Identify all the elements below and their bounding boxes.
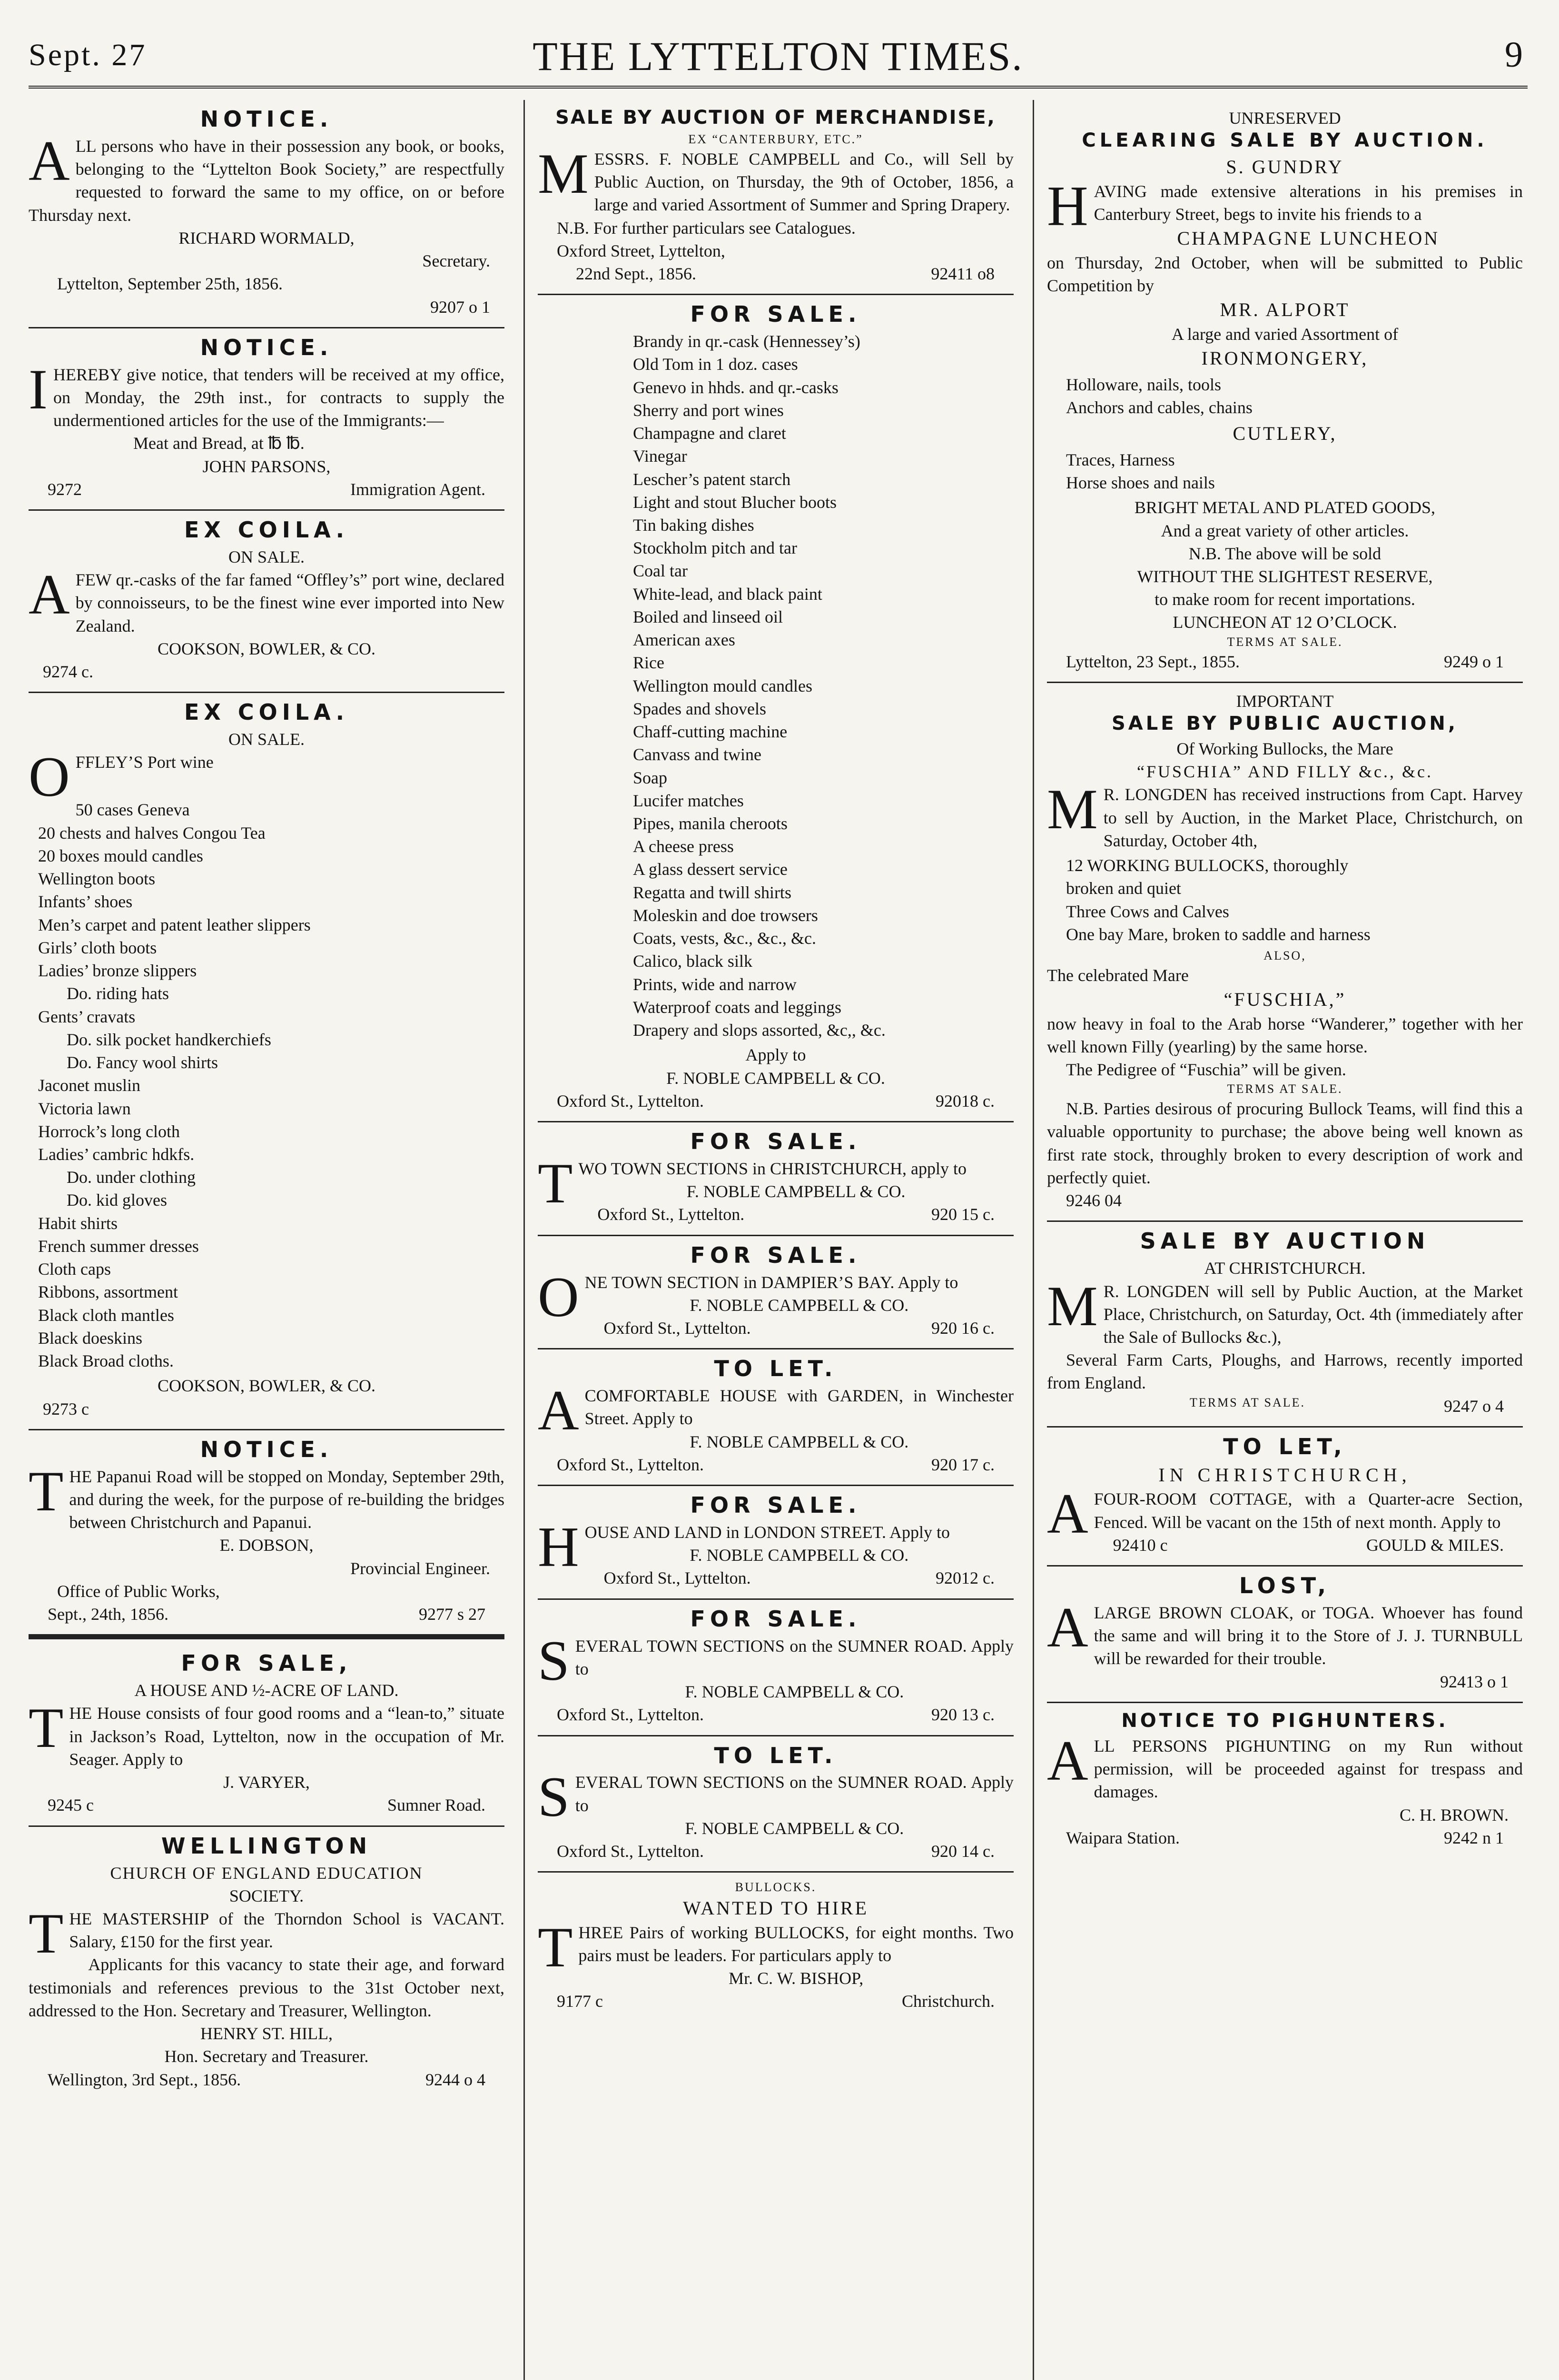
ad-ref: 9249 o 1 [1444,652,1504,671]
list-item: A cheese press [633,837,734,856]
column-right [1047,100,1523,2380]
ad-heading: NOTICE. [200,1436,333,1462]
ad-body: TWO TOWN SECTIONS in CHRISTCHURCH, apply to [538,1151,967,1215]
list-item: Do. silk pocket handkerchiefs [67,1030,271,1049]
ad-ref: 9272 [48,479,82,499]
ad-heading: EX COILA. [184,699,349,725]
ad-ref: 9274 c. [43,662,93,682]
ad-footer-row [578,1203,1014,1226]
list-item: Calico, black silk [633,952,752,971]
list-item: Prints, wide and narrow [633,974,797,994]
ad-signature: RICHARD WORMALD, [178,228,355,248]
list-item: One bay Mare, broken to saddle and harness [1066,924,1371,944]
ad-heading: SALE BY AUCTION [1140,1228,1430,1254]
ad-heading: FOR SALE. [690,1492,861,1518]
masthead [29,29,1528,89]
ad-terms: TERMS AT SALE. [1190,1395,1306,1409]
ad-body: ALL PERSONS PIGHUNTING on my Run without permission, will be proceeded against for trespass and damages. [1047,1728,1523,1802]
ad-heading: WANTED TO HIRE [682,1897,869,1919]
ad-two-town-sections [538,1122,1014,1236]
ad-ref: 920 15 c. [931,1205,995,1224]
list-item: A glass dessert service [633,860,788,879]
ad-pighunters [1047,1703,1523,1858]
ad-ref: 9247 o 4 [1444,1396,1504,1416]
ad-heading: WELLINGTON [161,1833,372,1859]
ad-footer-row [29,1794,504,1816]
ad-for-sale-goods [538,295,1014,1122]
ad-sumner-sections-sale [538,1600,1014,1736]
ad-footer-row [538,1703,1014,1726]
ad-notice-tenders [29,328,504,511]
ad-heading: SALE BY AUCTION OF MERCHANDISE, [555,107,996,129]
ad-footer-row [538,1990,1014,2013]
ad-office: Office of Public Works, [57,1581,220,1601]
ad-signature: COOKSON, BOWLER, & CO. [157,639,375,658]
ad-ref: 92012 c. [936,1568,995,1588]
ad-for-sale-house [29,1644,504,1826]
ad-address: Oxford St., Lyttelton. [603,1319,751,1338]
ad-place: Sumner Road. [387,1795,485,1815]
ad-body: THE Papanui Road will be stopped on Monday, September 29th, and during the week, for the purpose of re-building the bridges between Christchurch and Papanui. [29,1459,504,1532]
ad-ref: 9177 c [557,1992,603,2011]
ad-kicker: UNRESERVED [1229,109,1341,128]
ad-signature: COOKSON, BOWLER, & CO. [157,1376,375,1396]
list-item: 20 boxes mould candles [38,846,203,865]
ad-variety: And a great variety of other articles. [1161,521,1409,540]
ad-ref: 9245 c [48,1795,94,1815]
ad-heading: FOR SALE. [690,1242,861,1268]
ad-ref: 9242 n 1 [1444,1828,1504,1847]
ad-body: HAVING made extensive alterations in his premises in Canterbury Street, begs to invite his friends to a [1047,174,1523,238]
ad-subheading: ON SALE. [228,730,305,749]
ad-bright-goods: BRIGHT METAL AND PLATED GOODS, [1134,498,1436,517]
list-item: Ribbons, assortment [38,1282,178,1302]
list-item: Men’s carpet and patent leather slippers [38,915,311,934]
list-item: Drapery and slops assorted, &c,, &c. [633,1021,886,1040]
list-item: Gents’ cravats [38,1007,136,1026]
list-item: 50 cases Geneva [75,800,190,820]
ad-body: SEVERAL TOWN SECTIONS on the SUMNER ROAD. Apply to [538,1628,1014,1692]
list-item: Girls’ cloth boots [38,938,157,957]
list-item: Chaff-cutting machine [633,722,788,742]
ad-place: Waipara Station. [1066,1828,1180,1847]
ad-terms: TERMS AT SALE. [1227,1082,1343,1096]
ad-heading: CLEARING SALE BY AUCTION. [1082,129,1488,152]
ad-reserve: WITHOUT THE SLIGHTEST RESERVE, [1137,567,1433,586]
ad-heading: TO LET. [714,1356,838,1382]
list-item: Cloth caps [38,1259,111,1279]
ad-ref: 92018 c. [936,1091,995,1111]
ad-footer-row [29,1603,504,1626]
ad-signature: J. VARYER, [223,1773,310,1792]
ad-public-auction [1047,683,1523,1222]
list-item: Traces, Harness [1066,450,1175,469]
ad-item: Meat and Bread, at ℔ ℔. [133,434,305,453]
ad-body: ALARGE BROWN CLOAK, or TOGA. Whoever has found the same and will bring it to the Store of J. J. TURNBULL will be rewarded for their trouble. [1047,1596,1523,1668]
page-number: 9 [1505,35,1523,75]
ad-body: ACOMFORTABLE HOUSE with GARDEN, in Winchester Street. Apply to [538,1378,1014,1442]
ad-body-2: on Thursday, 2nd October, when will be submitted to Public Competition by [1047,253,1523,296]
ad-merchant: S. GUNDRY [1226,156,1344,178]
list-item: Do. kid gloves [67,1190,167,1210]
ad-ref: 9277 s 27 [418,1605,485,1624]
ad-ref: 92410 c [1113,1535,1168,1555]
list-item: Do. under clothing [67,1168,196,1187]
ad-house-and-land [538,1486,1014,1600]
ad-body: ONE TOWN SECTION in DAMPIER’S BAY. Apply to [538,1265,958,1329]
ad-footer-row [538,1453,1014,1476]
ad-subheading-2: “FUSCHIA” AND FILLY &c., &c. [1136,762,1433,782]
list-item: Regatta and twill shirts [633,883,791,902]
ad-footer-row [538,1840,1014,1863]
ad-sumner-sections-let [538,1736,1014,1873]
ad-footer-row [538,262,1014,285]
list-item: French summer dresses [38,1236,199,1256]
list-item: Black cloth mantles [38,1305,174,1325]
column-left [29,100,504,2380]
ad-ref: 92413 o 1 [1440,1672,1509,1691]
newspaper-title: THE LYTTELTON TIMES. [533,33,1024,79]
ad-heading: LOST, [1239,1573,1331,1599]
list-item: Coal tar [633,561,688,581]
ad-kicker: BULLOCKS. [735,1880,817,1894]
list-item: Moleskin and doe trowsers [633,905,818,925]
list-item: Tin baking dishes [633,515,754,535]
ad-luncheon: LUNCHEON AT 12 O’CLOCK. [1173,613,1397,632]
ad-heading: FOR SALE. [690,301,861,327]
list-item: Horrock’s long cloth [38,1121,180,1141]
list-item: Jaconet muslin [38,1076,140,1095]
ad-lost-cloak [1047,1567,1523,1703]
ad-body: SEVERAL TOWN SECTIONS on the SUMNER ROAD. Apply to [538,1765,1014,1829]
ad-body: AFOUR-ROOM COTTAGE, with a Quarter-acre Section, Fenced. Will be vacant on the 15th of next month. Apply to [1047,1482,1523,1546]
list-item: Lescher’s patent starch [633,469,791,489]
list-item: Light and stout Blucher boots [633,492,837,512]
list-item: Coats, vests, &c., &c., &c. [633,929,816,948]
ad-heading: EX COILA. [184,517,349,543]
list-item: Brandy in qr.-cask (Hennessey’s) [633,332,860,351]
list-item: Black Broad cloths. [38,1351,174,1371]
list-item: Do. riding hats [67,984,169,1003]
list-item: Victoria lawn [38,1099,131,1118]
ad-subheading: ON SALE. [228,547,305,566]
ad-bullocks-wanted [538,1873,1014,2021]
ad-nb: N.B. For further particulars see Catalogues. [557,218,856,238]
ad-dateline: Wellington, 3rd Sept., 1856. [48,2070,241,2089]
ad-nb: N.B. The above will be sold [1188,544,1381,563]
list-item: Do. Fancy wool shirts [67,1053,218,1072]
ad-cottage-to-let [1047,1428,1523,1567]
ad-ex-coila-port [29,511,504,693]
ad-pedigree: The Pedigree of “Fuschia” will be given. [1066,1060,1346,1080]
ad-notice-papanui-road [29,1430,504,1636]
ad-heading: TO LET, [1223,1433,1347,1459]
list-item: Wellington boots [38,869,156,889]
ad-heading: NOTICE TO PIGHUNTERS. [1121,1709,1449,1732]
list-item: American axes [633,630,735,650]
ad-body: IHEREBY give notice, that tenders will be received at my office, on Monday, the 29th inst., for contracts to supply the undermentioned articles for the use of the Immigrants:— [29,357,504,430]
ad-signature: C. H. BROWN. [1399,1805,1509,1825]
ad-signature: F. NOBLE CAMPBELL & CO. [685,1682,904,1702]
list-item: Horse shoes and nails [1066,473,1215,493]
ad-heading: TO LET. [714,1742,838,1768]
ad-dateline: Lyttelton, 23 Sept., 1855. [1066,652,1240,671]
ad-ref: 9246 04 [1066,1191,1122,1210]
ad-body: MR. LONGDEN will sell by Public Auction, at the Market Place, Christchurch, on Saturday, Oct. 4th (immediately after the Sale of Bullocks &c.), [1047,1274,1523,1347]
ad-address: Oxford St., Lyttelton. [557,1705,704,1725]
ad-mare-name: “FUSCHIA,” [1224,989,1346,1011]
ad-subheading: EX “CANTERBURY, ETC.” [688,132,863,146]
list-item: Holloware, nails, tools [1066,375,1221,394]
ad-room: to make room for recent importations. [1154,590,1415,609]
ad-clearing-sale [1047,100,1523,683]
ad-ex-coila-goods [29,693,504,1430]
ad-dateline: Lyttelton, September 25th, 1856. [57,274,283,294]
list-item: Soap [633,768,667,787]
ad-celebrated: The celebrated Mare [1047,965,1189,985]
list-item: Sherry and port wines [633,400,784,420]
list-item: Canvass and twine [633,745,761,764]
ad-nb: N.B. Parties desirous of procuring Bullock Teams, will find this a valuable opportunity to purchase; the above being well known as first rate stock, throughly broken to every description of work and perfectly quiet. [1047,1099,1523,1187]
ad-lead: OFFLEY’S Port wine [29,745,214,809]
ad-heading: SALE BY PUBLIC AUCTION, [1111,712,1459,734]
ad-signature: F. NOBLE CAMPBELL & CO. [685,1818,904,1838]
list-item: broken and quiet [1066,879,1181,898]
list-item: Wellington mould candles [633,676,813,695]
ad-signature: Mr. C. W. BISHOP, [729,1969,864,1988]
ad-signature: HENRY ST. HILL, [200,2024,333,2043]
list-item: 20 chests and halves Congou Tea [38,823,266,843]
list-item: Black doeskins [38,1328,142,1348]
ad-subheading: SOCIETY. [229,1886,304,1905]
ad-body-2: Several Farm Carts, Ploughs, and Harrows, recently imported from England. [1047,1350,1523,1393]
ad-body: THE MASTERSHIP of the Thorndon School is VACANT. Salary, £150 for the first year. [29,1902,504,1965]
ad-footer-row [1047,650,1523,673]
column-rule [523,100,525,2380]
ad-address: Oxford Street, Lyttelton, [557,241,725,260]
ad-dateline: 22nd Sept., 1856. [576,264,697,283]
ad-signature-title: Immigration Agent. [350,479,485,499]
ad-body: MR. LONGDEN has received instructions from Capt. Harvey to sell by Auction, in the Market Place, Christchurch, on Saturday, October 4th, [1047,777,1523,850]
list-item: Rice [633,653,664,673]
ad-body: AFEW qr.-casks of the far famed “Offley’s” port wine, declared by connoisseurs, to be the finest wine ever imported into New Zealand. [29,563,504,635]
ad-body-2: Applicants for this vacancy to state their age, and forward testimonials and references previous to the 31st October next, addressed to the Hon. Secretary and Treasurer, Wellington. [29,1955,504,2020]
list-item: Spades and shovels [633,699,766,718]
column-rule [1033,100,1034,2380]
ad-footer-row [585,1317,1014,1339]
ad-ref: 9273 c [43,1399,89,1418]
list-item: Genevo in hhds. and qr.-casks [633,377,839,397]
list-item: Boiled and linseed oil [633,607,783,626]
ad-body-3: A large and varied Assortment of [1171,324,1399,344]
ad-footer-row [1094,1534,1523,1557]
ironmongery-list [1047,373,1523,419]
ad-footer-row [538,1090,1014,1112]
ad-signature-title: Hon. Secretary and Treasurer. [164,2047,369,2066]
ad-merchandise-auction [538,100,1014,295]
ad-kicker: IMPORTANT [1236,691,1334,711]
ad-terms: TERMS AT SALE. [1227,635,1343,649]
ad-body: MESSRS. F. NOBLE CAMPBELL and Co., will Sell by Public Auction, on Thursday, the 9th of October, 1856, a large and varied Assortment of Summer and Spring Drapery. [538,141,1014,215]
ad-signature: GOULD & MILES. [1366,1535,1504,1555]
ad-ref: 920 13 c. [931,1705,995,1725]
ad-event: CHAMPAGNE LUNCHEON [1177,228,1440,249]
list-item: Champagne and claret [633,424,786,443]
ad-signature-title: Provincial Engineer. [350,1558,490,1578]
column-middle [538,100,1014,2380]
ad-footer-row [29,478,504,501]
ad-ref: 920 14 c. [931,1842,995,1861]
list-item: Ladies’ bronze slippers [38,961,197,981]
list-item: Three Cows and Calves [1066,902,1229,921]
list-item: Lucifer matches [633,791,744,810]
ad-notice-book-society [29,100,504,328]
ad-category: IRONMONGERY, [1201,347,1369,369]
ad-signature: JOHN PARSONS, [202,456,331,476]
ad-signature: E. DOBSON, [219,1536,314,1555]
ad-heading: NOTICE. [200,106,333,132]
ad-address: Oxford St., Lyttelton. [557,1842,704,1861]
ad-subheading: IN CHRISTCHURCH, [1158,1464,1411,1486]
ad-subheading: CHURCH OF ENGLAND EDUCATION [110,1863,423,1883]
cutlery-list [1047,448,1523,494]
ad-signature: F. NOBLE CAMPBELL & CO. [690,1432,909,1451]
list-item: Anchors and cables, chains [1066,398,1253,417]
ad-address: Oxford St., Lyttelton. [557,1091,704,1111]
ad-footer-row [1047,1395,1523,1418]
ad-signature: F. NOBLE CAMPBELL & CO. [690,1295,909,1315]
ad-footer-row [585,1567,1014,1589]
ad-body: THE House consists of four good rooms and a “lean-to,” situate in Jackson’s Road, Lyttelton, now in the occupation of Mr. Seager. Apply to [29,1696,504,1769]
section-divider [29,1636,504,1639]
ad-signature: F. NOBLE CAMPBELL & CO. [690,1546,909,1565]
ad-subheading: AT CHRISTCHURCH. [1204,1259,1366,1278]
ad-place: Christchurch. [902,1992,995,2011]
ad-footer-row [29,2068,504,2091]
ad-ref: 9207 o 1 [430,297,490,317]
ad-ref: 920 17 c. [931,1455,995,1474]
ad-ref: 9244 o 4 [425,2070,485,2089]
list-item: Ladies’ cambric hdkfs. [38,1145,195,1164]
ad-apply: Apply to [745,1045,806,1065]
list-item: 12 WORKING BULLOCKS, thoroughly [1066,856,1349,875]
list-item: Pipes, manila cheroots [633,814,788,833]
issue-date: Sept. 27 [29,38,147,72]
ad-one-town-section [538,1236,1014,1350]
ad-heading: FOR SALE. [690,1606,861,1632]
ad-heading: FOR SALE. [690,1129,861,1155]
ad-heading: FOR SALE, [181,1650,352,1676]
ad-auctioneer: MR. ALPORT [1220,299,1350,321]
ad-heading: NOTICE. [200,334,333,360]
list-item: Old Tom in 1 doz. cases [633,355,798,374]
ad-wellington-school [29,1827,504,2100]
lot-list [1047,854,1523,946]
ad-subheading: Of Working Bullocks, the Mare [1176,739,1393,758]
ad-body: ALL persons who have in their possession any book, or books, belonging to the “Lyttelton Book Society,” are respectfully requested to forward the same to my office, on or before Thursday next. [29,129,504,225]
ad-christchurch-auction [1047,1222,1523,1428]
ad-footer-row [1047,1826,1523,1849]
ad-ref: 920 16 c. [931,1319,995,1338]
ad-body-2: now heavy in foal to the Arab horse “Wanderer,” together with her well known Filly (yearling) by the same horse. [1047,1014,1523,1056]
ad-signature: F. NOBLE CAMPBELL & CO. [666,1068,885,1088]
ad-to-let-house [538,1349,1014,1486]
list-item: Habit shirts [38,1213,118,1233]
list-item: Stockholm pitch and tar [633,538,797,558]
goods-list [538,330,1014,1041]
list-item: Infants’ shoes [38,892,133,912]
list-item: White-lead, and black paint [633,584,822,604]
ad-dateline: Sept., 24th, 1856. [48,1605,169,1624]
list-item: Vinegar [633,446,687,466]
ad-signature-title: Secretary. [422,251,490,271]
ad-signature: F. NOBLE CAMPBELL & CO. [686,1182,906,1201]
ad-address: Oxford St., Lyttelton. [603,1568,751,1588]
ad-ref: 92411 o8 [931,264,995,283]
ad-address: Oxford St., Lyttelton. [597,1205,745,1224]
ad-body: THREE Pairs of working BULLOCKS, for eight months. Two pairs must be leaders. For particulars apply to [538,1915,1014,1979]
goods-list [29,798,504,1372]
ad-also: ALSO, [1263,949,1306,963]
ad-category: CUTLERY, [1233,423,1337,445]
ad-subheading: A HOUSE AND ½-ACRE OF LAND. [134,1681,399,1700]
ad-address: Oxford St., Lyttelton. [557,1455,704,1474]
ad-body: HOUSE AND LAND in LONDON STREET. Apply to [538,1515,950,1578]
list-item: Waterproof coats and leggings [633,997,841,1017]
